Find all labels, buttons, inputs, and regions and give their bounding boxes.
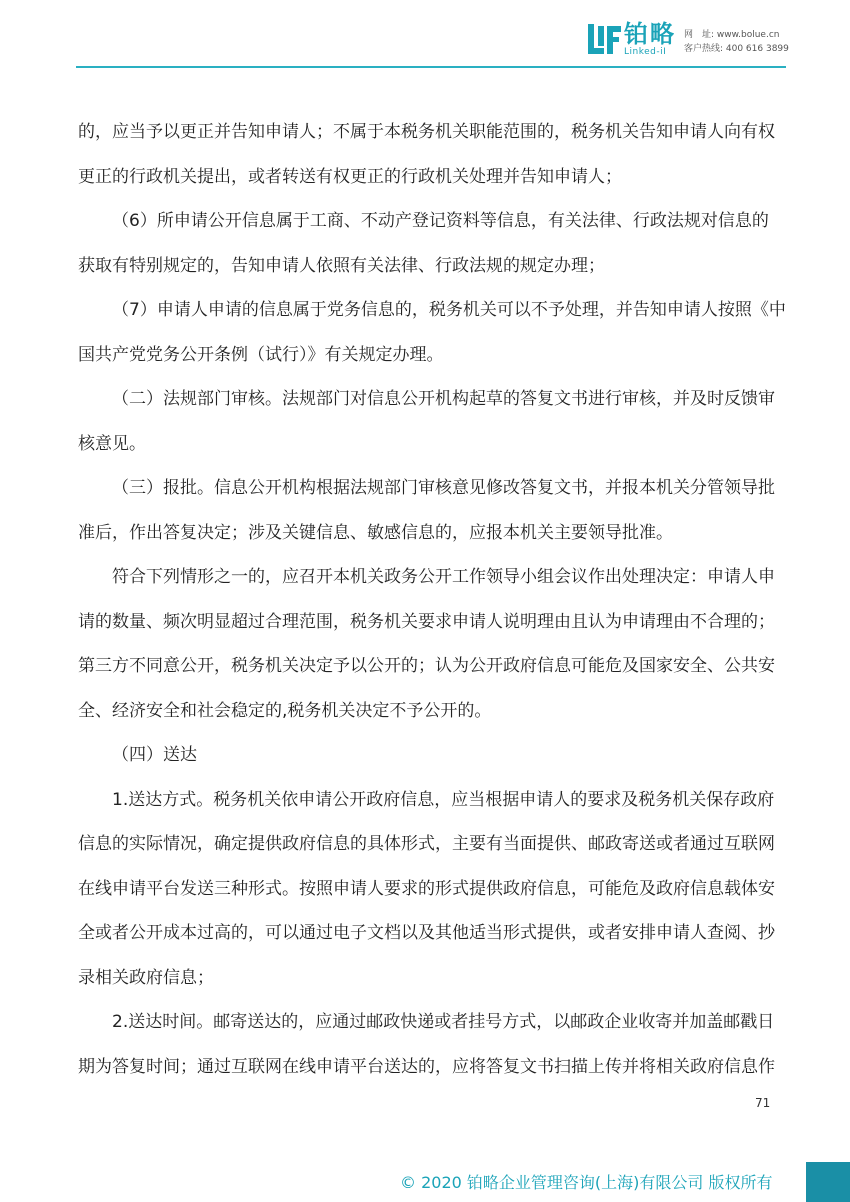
text-line: 更正的行政机关提出，或者转送有权更正的行政机关处理并告知申请人；	[78, 166, 622, 187]
header-divider	[76, 66, 786, 68]
paragraph	[78, 110, 784, 199]
text-line: 全、经济安全和社会稳定的,税务机关决定不予公开的。	[78, 700, 492, 721]
text-line: 准后，作出答复决定；涉及关键信息、敏感信息的，应报本机关主要领导批准。	[78, 522, 673, 543]
brand-name: 铂略	[624, 20, 676, 48]
text-line: （三）报批。信息公开机构根据法规部门审核意见修改答复文书，并报本机关分管领导批	[112, 478, 775, 498]
paragraph	[78, 778, 784, 1001]
page-number: 71	[755, 1096, 771, 1110]
section-heading	[78, 733, 784, 778]
text-line: 国共产党党务公开条例（试行）》有关规定办理。	[78, 344, 444, 365]
paragraph	[78, 288, 784, 377]
footer-accent-block	[806, 1162, 850, 1202]
text-line: 核意见。	[78, 433, 146, 454]
text-line: （二）法规部门审核。法规部门对信息公开机构起草的答复文书进行审核，并及时反馈审	[112, 389, 775, 409]
text-line: （7）申请人申请的信息属于党务信息的，税务机关可以不予处理，并告知申请人按照《中	[112, 300, 786, 320]
paragraph	[78, 466, 784, 555]
paragraph	[78, 1000, 784, 1089]
text-line: 2.送达时间。邮寄送达的，应通过邮政快递或者挂号方式，以邮政企业收寄并加盖邮戳日	[112, 1012, 775, 1032]
text-line: 的，应当予以更正并告知申请人；不属于本税务机关职能范围的，税务机关告知申请人向有权	[78, 122, 775, 142]
paragraph	[78, 555, 784, 733]
paragraph	[78, 199, 784, 288]
text-line: 信息的实际情况，确定提供政府信息的具体形式，主要有当面提供、邮政寄送或者通过互联网	[78, 834, 775, 854]
website-text: 网 址: www.bolue.cn	[684, 30, 780, 40]
text-line: 1.送达方式。税务机关依申请公开政府信息，应当根据申请人的要求及税务机关保存政府	[112, 789, 775, 810]
text-line: 全或者公开成本过高的，可以通过电子文档以及其他适当形式提供，或者安排申请人查阅、抄	[78, 923, 775, 943]
contact-info	[684, 28, 789, 56]
text-line: 获取有特别规定的，告知申请人依照有关法律、行政法规的规定办理；	[78, 255, 605, 276]
brand-tagline: Linked-iI	[624, 47, 667, 57]
text-line: （6）所申请公开信息属于工商、不动产登记资料等信息，有关法律、行政法规对信息的	[112, 211, 769, 231]
footer-copyright: © 2020 铂略企业管理咨询(上海)有限公司 版权所有	[400, 1173, 773, 1192]
text-line: 在线申请平台发送三种形式。按照申请人要求的形式提供政府信息，可能危及政府信息载体安	[78, 878, 775, 899]
text-line: 录相关政府信息；	[78, 967, 214, 988]
text-line: 符合下列情形之一的，应召开本机关政务公开工作领导小组会议作出处理决定：申请人申	[112, 567, 775, 587]
text-line: （四）送达	[112, 745, 197, 765]
paragraph	[78, 377, 784, 466]
text-line: 期为答复时间；通过互联网在线申请平台送达的，应将答复文书扫描上传并将相关政府信息作	[78, 1056, 775, 1077]
hotline-text: 客户热线: 400 616 3899	[684, 44, 789, 54]
brand-logo-icon	[588, 24, 622, 56]
text-line: 请的数量、频次明显超过合理范围，税务机关要求申请人说明理由且认为申请理由不合理的；	[78, 611, 775, 632]
text-line: 第三方不同意公开，税务机关决定予以公开的；认为公开政府信息可能危及国家安全、公共安	[78, 656, 775, 676]
document-body	[78, 110, 784, 1089]
